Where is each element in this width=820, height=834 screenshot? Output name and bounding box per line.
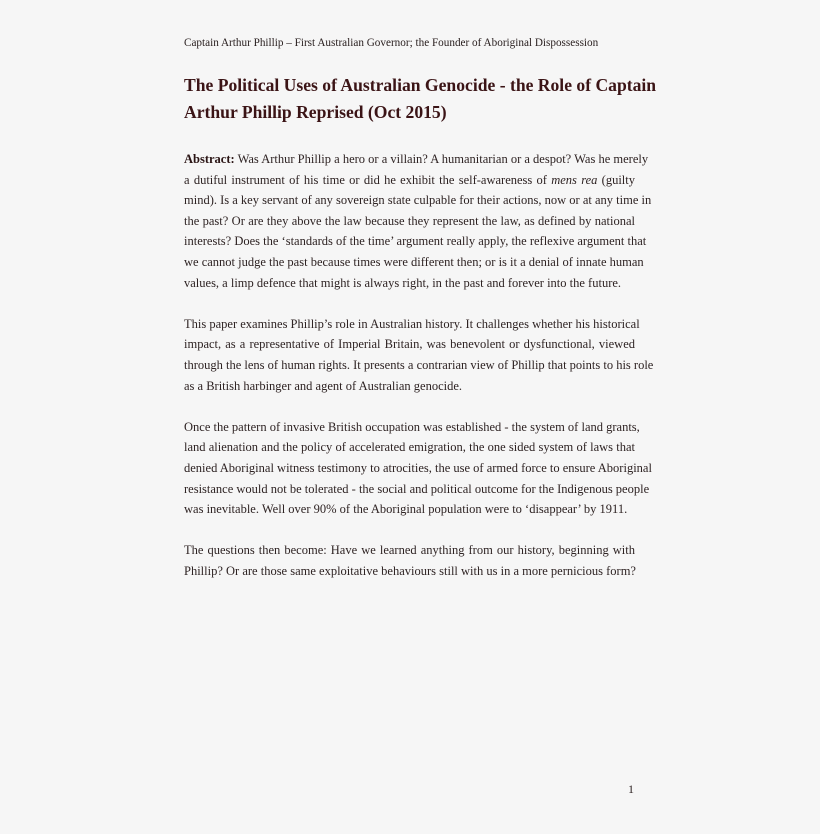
abstract-label: Abstract: bbox=[184, 152, 235, 166]
text-line: interests? Does the ‘standards of the time’ argument really apply, the reflexive argument that bbox=[184, 234, 647, 249]
text-line: we cannot judge the past because times were different then; or is it a denial of innate human bbox=[184, 254, 644, 269]
text-span: (guilty bbox=[597, 172, 636, 187]
text-line: impact, as a representative of Imperial Britain, was benevolent or dysfunctional, viewed bbox=[184, 337, 635, 352]
text-line: was inevitable. Well over 90% of the Aboriginal population were to ‘disappear’ by 1911. bbox=[184, 502, 628, 517]
text-line: as a British harbinger and agent of Australian genocide. bbox=[184, 378, 463, 393]
text-line: Once the pattern of invasive British occupation was established - the system of land grants, bbox=[184, 419, 640, 434]
text-line bbox=[184, 170, 635, 191]
text-line: resistance would not be tolerated - the social and political outcome for the Indigenous people bbox=[184, 481, 650, 496]
text-line bbox=[184, 149, 649, 170]
document-title bbox=[184, 72, 657, 126]
text-span: Was Arthur Phillip a hero or a villain? A humanitarian or a despot? Was he merely bbox=[234, 152, 649, 166]
text-line: denied Aboriginal witness testimony to atrocities, the use of armed force to ensure Aboriginal bbox=[184, 460, 652, 475]
title-line: The Political Uses of Australian Genocide - the Role of Captain bbox=[184, 75, 657, 95]
page-number: 1 bbox=[628, 782, 634, 796]
paragraph bbox=[184, 314, 654, 396]
text-line: values, a limp defence that might is always right, in the past and forever into the future. bbox=[184, 275, 622, 290]
text-line: Phillip? Or are those same exploitative behaviours still with us in a more pernicious form? bbox=[184, 563, 636, 578]
paragraph bbox=[184, 540, 635, 581]
text-line: This paper examines Phillip’s role in Australian history. It challenges whether his historical bbox=[184, 316, 640, 331]
text-line: the past? Or are they above the law because they represent the law, as defined by national bbox=[184, 213, 635, 228]
text-span: a dutiful instrument of his time or did he exhibit the self-awareness of bbox=[184, 172, 552, 187]
running-header: Captain Arthur Phillip – First Australian Governor; the Founder of Aboriginal Dispossession bbox=[184, 37, 599, 49]
text-line: through the lens of human rights. It presents a contrarian view of Phillip that points to his role bbox=[184, 357, 654, 372]
document-body bbox=[184, 149, 654, 602]
title-line: Arthur Phillip Reprised (Oct 2015) bbox=[184, 102, 447, 122]
abstract-paragraph bbox=[184, 149, 652, 293]
italic-term: mens rea bbox=[551, 172, 598, 187]
text-line: mind). Is a key servant of any sovereign state culpable for their actions, now or at any time in bbox=[184, 193, 652, 208]
text-line: land alienation and the policy of accelerated emigration, the one sided system of laws that bbox=[184, 440, 635, 455]
text-line: The questions then become: Have we learned anything from our history, beginning with bbox=[184, 543, 635, 558]
paragraph bbox=[184, 417, 652, 520]
